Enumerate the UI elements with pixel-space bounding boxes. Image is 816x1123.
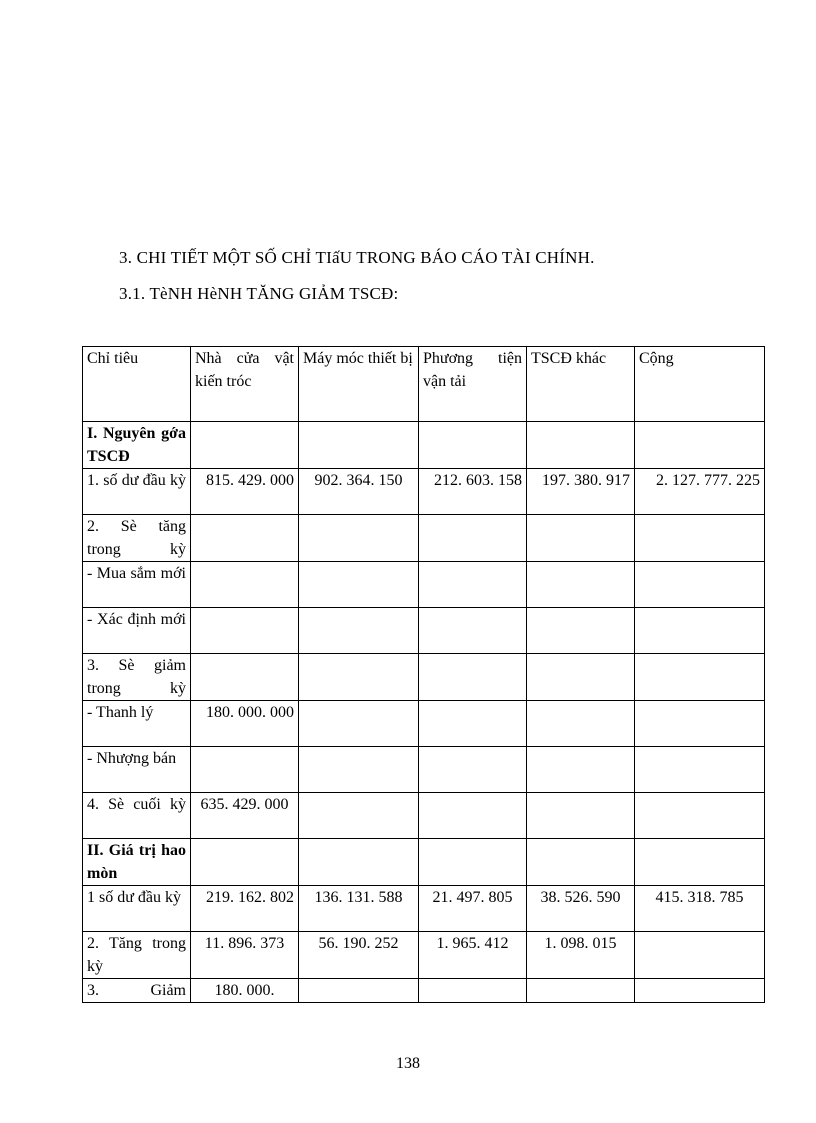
cell-phuong-tien — [419, 608, 527, 654]
cell-cong: 2. 127. 777. 225 — [635, 469, 765, 515]
row-label: II. Giá trị hao mòn — [83, 839, 191, 886]
header-may-moc: Máy móc thiết bị — [299, 347, 419, 422]
cell-nha-cua — [191, 839, 299, 886]
row-label: 1. số dư đầu kỳ — [83, 469, 191, 515]
cell-tscd-khac: 1. 098. 015 — [527, 932, 635, 979]
cell-cong — [635, 932, 765, 979]
table-row — [83, 422, 765, 469]
cell-nha-cua — [191, 747, 299, 793]
table-row — [83, 562, 765, 608]
cell-phuong-tien — [419, 839, 527, 886]
cell-nha-cua: 635. 429. 000 — [191, 793, 299, 839]
cell-cong — [635, 979, 765, 1003]
cell-nha-cua: 815. 429. 000 — [191, 469, 299, 515]
cell-nha-cua: 11. 896. 373 — [191, 932, 299, 979]
table-row — [83, 515, 765, 562]
subsection-heading: 3.1. TèNH HèNH TĂNG GIẢM TSCĐ: — [119, 284, 399, 303]
cell-phuong-tien — [419, 979, 527, 1003]
cell-may-moc: 56. 190. 252 — [299, 932, 419, 979]
section-heading: 3. CHI TIẾT MỘT SỐ CHỈ TIấU TRONG BÁO CÁO TÀI CHÍNH. — [119, 248, 595, 267]
table-row — [83, 839, 765, 886]
cell-nha-cua — [191, 608, 299, 654]
cell-tscd-khac — [527, 793, 635, 839]
row-label: - Thanh lý — [83, 701, 191, 747]
row-label: 2. Sè tăng trong kỳ — [83, 515, 191, 562]
cell-nha-cua: 180. 000. 000 — [191, 701, 299, 747]
cell-cong — [635, 608, 765, 654]
header-cong: Cộng — [635, 347, 765, 422]
cell-phuong-tien — [419, 747, 527, 793]
table-row — [83, 654, 765, 701]
cell-phuong-tien: 21. 497. 805 — [419, 886, 527, 932]
header-tscd-khac: TSCĐ khác — [527, 347, 635, 422]
cell-tscd-khac — [527, 562, 635, 608]
cell-phuong-tien — [419, 562, 527, 608]
cell-tscd-khac — [527, 839, 635, 886]
cell-nha-cua: 219. 162. 802 — [191, 886, 299, 932]
cell-cong — [635, 654, 765, 701]
row-label: - Mua sắm mới — [83, 562, 191, 608]
row-label: 3. Sè giảm trong kỳ — [83, 654, 191, 701]
table-row — [83, 932, 765, 979]
header-phuong-tien: Phương tiện vận tải — [419, 347, 527, 422]
cell-tscd-khac — [527, 515, 635, 562]
cell-nha-cua — [191, 422, 299, 469]
cell-phuong-tien — [419, 793, 527, 839]
cell-may-moc: 902. 364. 150 — [299, 469, 419, 515]
cell-cong — [635, 701, 765, 747]
cell-cong — [635, 515, 765, 562]
table-row — [83, 469, 765, 515]
cell-tscd-khac — [527, 979, 635, 1003]
cell-phuong-tien — [419, 654, 527, 701]
cell-tscd-khac — [527, 701, 635, 747]
cell-may-moc — [299, 608, 419, 654]
cell-tscd-khac: 38. 526. 590 — [527, 886, 635, 932]
header-chi-tieu: Chỉ tiêu — [83, 347, 191, 422]
cell-phuong-tien — [419, 515, 527, 562]
cell-may-moc — [299, 654, 419, 701]
cell-cong: 415. 318. 785 — [635, 886, 765, 932]
cell-cong — [635, 562, 765, 608]
header-nha-cua: Nhà cửa vật kiến tróc — [191, 347, 299, 422]
table-row — [83, 747, 765, 793]
row-label: 2. Tăng trong kỳ — [83, 932, 191, 979]
cell-may-moc — [299, 422, 419, 469]
cell-nha-cua — [191, 562, 299, 608]
cell-cong — [635, 839, 765, 886]
row-label: - Xác định mới — [83, 608, 191, 654]
cell-tscd-khac: 197. 380. 917 — [527, 469, 635, 515]
cell-cong — [635, 747, 765, 793]
cell-phuong-tien: 1. 965. 412 — [419, 932, 527, 979]
cell-nha-cua: 180. 000. — [191, 979, 299, 1003]
table-header-row — [83, 347, 765, 422]
cell-tscd-khac — [527, 654, 635, 701]
row-label: 3. Giảm — [83, 979, 191, 1003]
cell-nha-cua — [191, 654, 299, 701]
row-label: 4. Sè cuối kỳ — [83, 793, 191, 839]
cell-cong — [635, 422, 765, 469]
cell-may-moc — [299, 747, 419, 793]
cell-may-moc — [299, 562, 419, 608]
cell-may-moc: 136. 131. 588 — [299, 886, 419, 932]
cell-tscd-khac — [527, 422, 635, 469]
cell-may-moc — [299, 701, 419, 747]
table-row — [83, 701, 765, 747]
table-row — [83, 608, 765, 654]
cell-nha-cua — [191, 515, 299, 562]
table-row — [83, 793, 765, 839]
cell-phuong-tien — [419, 701, 527, 747]
cell-phuong-tien: 212. 603. 158 — [419, 469, 527, 515]
row-label: I. Nguyên gớa TSCĐ — [83, 422, 191, 469]
table-row — [83, 886, 765, 932]
cell-tscd-khac — [527, 747, 635, 793]
row-label: - Nhượng bán — [83, 747, 191, 793]
fixed-asset-table — [82, 346, 765, 1003]
table-row — [83, 979, 765, 1003]
cell-may-moc — [299, 839, 419, 886]
cell-cong — [635, 793, 765, 839]
row-label: 1 số dư đầu kỳ — [83, 886, 191, 932]
cell-may-moc — [299, 979, 419, 1003]
cell-phuong-tien — [419, 422, 527, 469]
cell-may-moc — [299, 793, 419, 839]
page-number: 138 — [396, 1055, 420, 1072]
cell-may-moc — [299, 515, 419, 562]
cell-tscd-khac — [527, 608, 635, 654]
